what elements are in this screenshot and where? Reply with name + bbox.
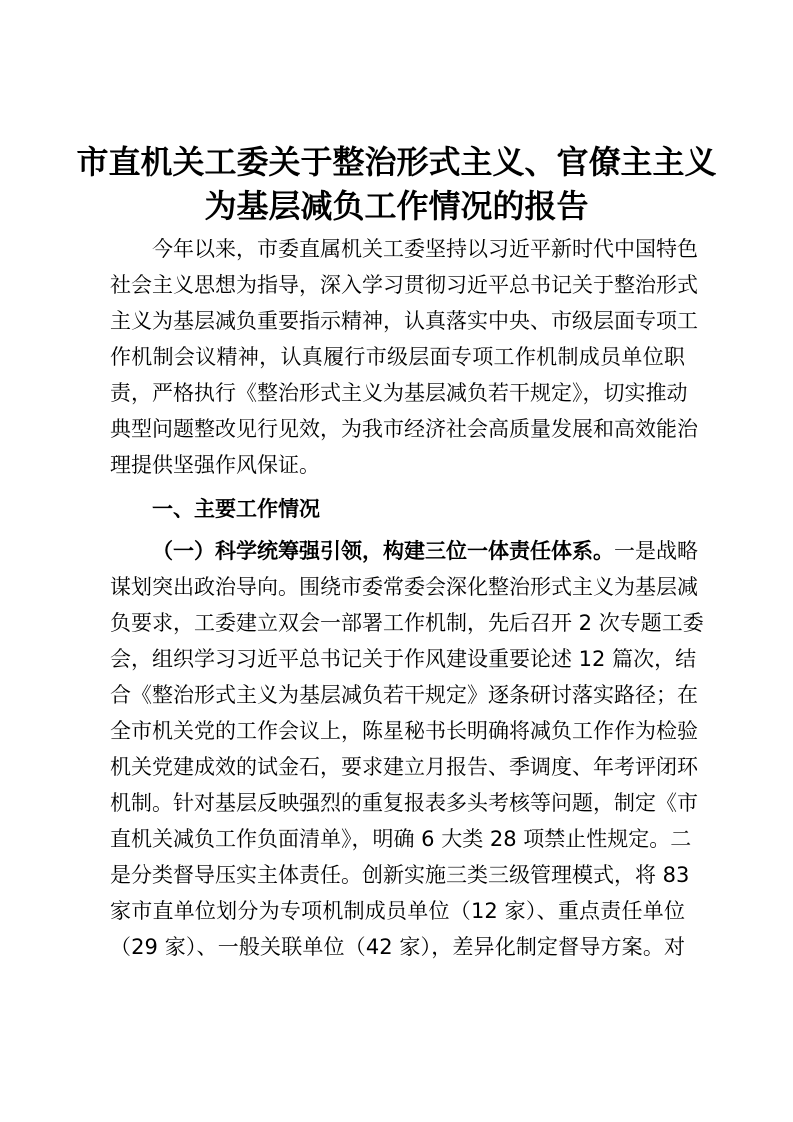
subsection-line: 负要求，工委建立双会一部署工作机制，先后召开 2 次专题工委 (110, 611, 704, 635)
intro-line: 典型问题整改见行见效，为我市经济社会高质量发展和高效能治 (110, 417, 698, 441)
intro-line: 主义为基层减负重要指示精神，认真落实中央、市级层面专项工 (110, 309, 698, 333)
subsection-line: 是分类督导压实主体责任。创新实施三类三级管理模式，将 83 (110, 863, 690, 887)
intro-line: 责，严格执行《整治形式主义为基层减负若干规定》，切实推动 (110, 381, 688, 405)
intro-line: 作机制会议精神，认真履行市级层面专项工作机制成员单位职 (110, 345, 685, 369)
subsection-line: 直机关减负工作负面清单》，明确 6 大类 28 项禁止性规定。二 (110, 827, 692, 851)
subsection-line: 会，组织学习习近平总书记关于作风建设重要论述 12 篇次，结 (110, 647, 697, 671)
subsection-line: 合《整治形式主义为基层减负若干规定》逐条研讨落实路径；在 (110, 683, 698, 707)
subsection-line: 机制。针对基层反映强烈的重复报表多头考核等问题，制定《市 (110, 791, 698, 815)
subsection-first-line (152, 536, 698, 566)
subsection-line: 机关党建成效的试金石，要求建立月报告、季调度、年考评闭环 (110, 755, 698, 779)
section-heading: 一、主要工作情况 (152, 497, 320, 521)
subsection-line: 家市直单位划分为专项机制成员单位（12 家）、重点责任单位 (110, 899, 685, 923)
intro-line: 社会主义思想为指导，深入学习贯彻习近平总书记关于整治形式 (110, 273, 698, 297)
subsection-first-line-rest: 一是战略 (614, 539, 698, 563)
document-title-line-2: 为基层减负工作情况的报告 (204, 187, 589, 225)
subsection-line: （29 家）、一般关联单位（42 家），差异化制定督导方案。对 (110, 935, 685, 959)
intro-line: 理提供坚强作风保证。 (110, 453, 320, 477)
document-title-line-1: 市直机关工委关于整治形式主义、官僚主主义 (76, 143, 717, 181)
intro-line: 今年以来，市委直属机关工委坚持以习近平新时代中国特色 (152, 237, 698, 261)
subsection-heading: （一）科学统筹强引领，构建三位一体责任体系。 (152, 539, 614, 563)
subsection-line: 全市机关党的工作会议上，陈星秘书长明确将减负工作作为检验 (110, 719, 698, 743)
subsection-line: 谋划突出政治导向。围绕市委常委会深化整治形式主义为基层减 (110, 575, 698, 599)
